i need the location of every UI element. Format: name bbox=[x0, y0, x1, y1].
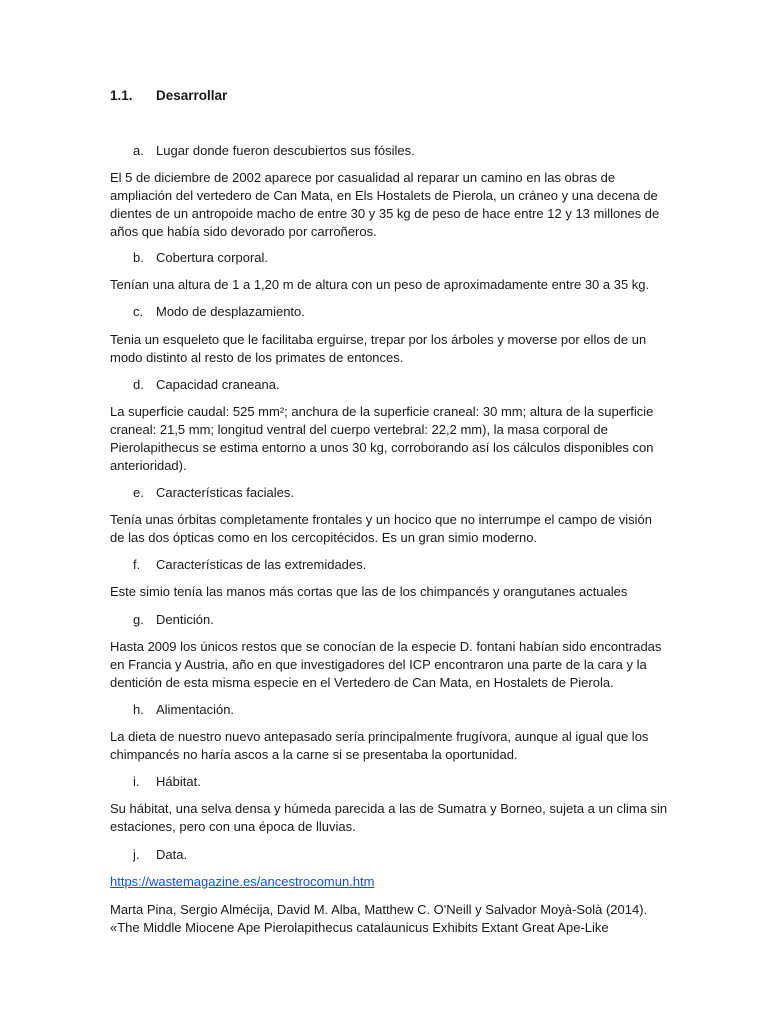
paragraph-e bbox=[110, 511, 670, 547]
paragraph-line: La superficie caudal: 525 mm²; anchura de la superficie craneal: 30 mm; altura de la superficie bbox=[110, 404, 654, 419]
paragraph-g bbox=[110, 638, 670, 692]
list-item-c bbox=[133, 303, 305, 321]
list-item-e bbox=[133, 484, 294, 502]
list-item-a bbox=[133, 142, 415, 160]
paragraph-line: Tenia un esqueleto que le facilitaba erguirse, trepar por los árboles y moverse por ellos de un bbox=[110, 332, 647, 347]
item-letter: e. bbox=[133, 485, 144, 500]
item-letter: d. bbox=[133, 377, 144, 392]
paragraph-line: Pierolapithecus se estima entorno a unos 30 kg, corroborando así los cálculos disponibles con bbox=[110, 440, 654, 455]
paragraph-line: de las dos ópticas como en los cercopitécidos. Es un gran simio moderno. bbox=[110, 530, 538, 545]
paragraph-line: Este simio tenía las manos más cortas que las de los chimpancés y orangutanes actuales bbox=[110, 584, 628, 599]
reference-line: Marta Pina, Sergio Almécija, David M. Alba, Matthew C. O'Neill y Salvador Moyà-Solà (2014). bbox=[110, 902, 648, 917]
paragraph-d bbox=[110, 403, 670, 475]
item-letter: b. bbox=[133, 250, 144, 265]
paragraph-line: en Francia y Austria, año en que investigadores del ICP encontraron una parte de la cara y la bbox=[110, 657, 647, 672]
item-title: Lugar donde fueron descubiertos sus fósiles. bbox=[156, 143, 415, 158]
list-item-j bbox=[133, 846, 187, 864]
reference-line: «The Middle Miocene Ape Pierolapithecus catalaunicus Exhibits Extant Great Ape-Like bbox=[110, 920, 609, 935]
item-letter: a. bbox=[133, 143, 144, 158]
paragraph-line: dientes de un antropoide macho de entre 30 y 35 kg de peso de hace entre 12 y 13 millones de bbox=[110, 206, 660, 221]
item-title: Capacidad craneana. bbox=[156, 377, 280, 392]
list-item-f bbox=[133, 556, 366, 574]
item-title: Características faciales. bbox=[156, 485, 294, 500]
paragraph-line: anterioridad). bbox=[110, 458, 187, 473]
paragraph-line: Su hábitat, una selva densa y húmeda parecida a las de Sumatra y Borneo, sujeta a un clima sin bbox=[110, 801, 668, 816]
item-title: Alimentación. bbox=[156, 702, 235, 717]
paragraph-c bbox=[110, 331, 670, 367]
item-title: Dentición. bbox=[156, 612, 214, 627]
paragraph-line: chimpancés no haría ascos a la carne si se presentaba la oportunidad. bbox=[110, 747, 518, 762]
paragraph-line: estaciones, pero con una época de lluvias. bbox=[110, 819, 356, 834]
item-title: Data. bbox=[156, 847, 188, 862]
item-letter: h. bbox=[133, 702, 144, 717]
reference-link[interactable]: https://wastemagazine.es/ancestrocomun.htm bbox=[110, 874, 375, 889]
paragraph-line: ampliación del vertedero de Can Mata, en Els Hostalets de Pierola, un cráneo y una decena de bbox=[110, 188, 658, 203]
heading-number: 1.1. bbox=[110, 88, 133, 103]
item-title: Cobertura corporal. bbox=[156, 250, 268, 265]
paragraph-a bbox=[110, 169, 670, 241]
paragraph-line: craneal: 21,5 mm; longitud ventral del cuerpo vertebral: 22,2 mm), la masa corporal de bbox=[110, 422, 608, 437]
item-letter: i. bbox=[133, 774, 140, 789]
paragraph-line: El 5 de diciembre de 2002 aparece por casualidad al reparar un camino en las obras de bbox=[110, 170, 616, 185]
section-heading bbox=[110, 88, 227, 103]
list-item-b bbox=[133, 249, 268, 267]
list-item-g bbox=[133, 611, 214, 629]
paragraph-f bbox=[110, 583, 670, 601]
list-item-h bbox=[133, 701, 234, 719]
item-title: Modo de desplazamiento. bbox=[156, 304, 305, 319]
item-letter: c. bbox=[133, 304, 144, 319]
paragraph-line: años que había sido devorado por carroñeros. bbox=[110, 224, 377, 239]
paragraph-b bbox=[110, 276, 670, 294]
link-paragraph bbox=[110, 873, 670, 891]
paragraph-line: Tenía unas órbitas completamente frontales y un hocico que no interrumpe el campo de visión bbox=[110, 512, 652, 527]
paragraph-line: Hasta 2009 los únicos restos que se conocían de la especie D. fontani habían sido encontradas bbox=[110, 639, 662, 654]
item-letter: g. bbox=[133, 612, 144, 627]
paragraph-line: dentición de esta misma especie en el Vertedero de Can Mata, en Hostalets de Pierola. bbox=[110, 675, 614, 690]
item-letter: f. bbox=[133, 557, 141, 572]
list-item-i bbox=[133, 773, 201, 791]
item-title: Características de las extremidades. bbox=[156, 557, 367, 572]
paragraph-i bbox=[110, 800, 670, 836]
paragraph-line: modo distinto al resto de los primates de entonces. bbox=[110, 350, 404, 365]
heading-title: Desarrollar bbox=[156, 88, 228, 103]
paragraph-h bbox=[110, 728, 670, 764]
list-item-d bbox=[133, 376, 280, 394]
reference-paragraph bbox=[110, 901, 670, 937]
item-letter: j. bbox=[133, 847, 140, 862]
paragraph-line: La dieta de nuestro nuevo antepasado sería principalmente frugívora, aunque al igual que los bbox=[110, 729, 649, 744]
paragraph-line: Tenían una altura de 1 a 1,20 m de altura con un peso de aproximadamente entre 30 a 35 kg. bbox=[110, 277, 650, 292]
item-title: Hábitat. bbox=[156, 774, 201, 789]
